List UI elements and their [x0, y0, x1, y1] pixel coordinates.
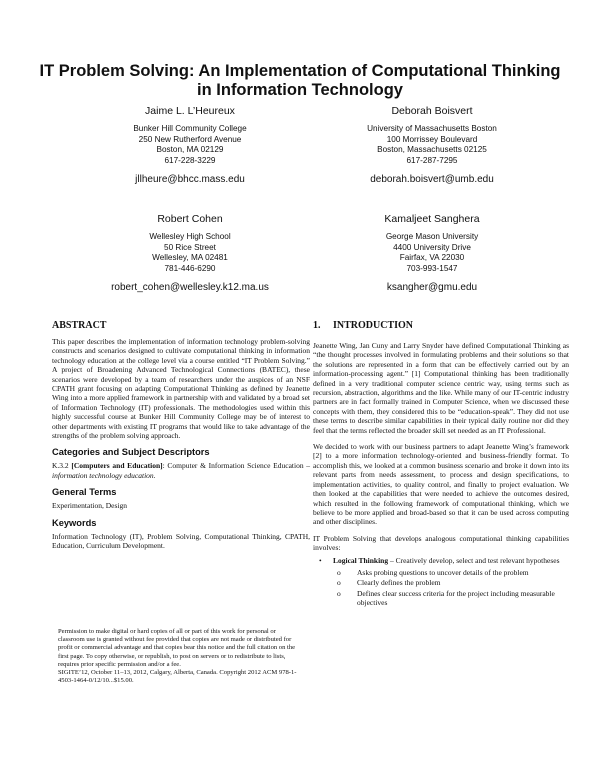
- sub-list-item: [313, 589, 569, 608]
- author-affiliation: Wellesley High School: [149, 232, 231, 241]
- author-address: 50 Rice Street: [164, 242, 216, 252]
- categories-heading: Categories and Subject Descriptors: [52, 447, 210, 458]
- intro-heading-row: [313, 320, 569, 332]
- author-block: [322, 104, 542, 186]
- categories-bold: [Computers and Education]: [71, 461, 163, 471]
- sub-item-text: Clearly defines the problem: [357, 578, 441, 588]
- circle-bullet-icon: o: [337, 567, 341, 577]
- permission-text: Permission to make digital or hard copies of all or part of this work for personal or classroom use is granted without fee provided that copies are not made or distributed for profit or commercial advantage and that copies bear this notice and the full citation on the first page. To copy otherwise, or republish, to post on servers or to redistribute to lists, requires prior specific permission and/or a fee.: [58, 628, 296, 668]
- circle-bullet-icon: o: [337, 588, 341, 598]
- author-block: [80, 212, 300, 294]
- paper-title: IT Problem Solving: An Implementation of Computational Thinking in Information Technology: [39, 62, 561, 99]
- author-affiliation: University of Massachusetts Boston: [367, 124, 497, 133]
- section-number: 1.: [313, 320, 321, 331]
- author-city: Boston, MA 02129: [156, 145, 224, 154]
- keywords-heading: Keywords: [52, 517, 97, 528]
- author-phone: 703-993-1547: [406, 263, 458, 273]
- capability-list: [313, 556, 569, 608]
- intro-paragraph: Jeanette Wing, Jan Cuny and Larry Snyder have defined Computational Thinking as “the thought processes involved in formulating problems and their solutions so that the solutions are represented in a form that can be effectively carried out by an information-processing agent.” [1] Computational thinking has been traditionally defined in a very traditional computer science centric way, using terms such as recursion, abstraction, algorithms and the like. While many of our IT-centric industry partners are in fact formally trained in Computer Science, when we discussed these concepts with them, they considered this to be “education-speak”. They did not use these terms to describe similar capabilities in their typical daily routine nor did they feel that the terms reflected the broader skill set needed as an IT Professional.: [313, 341, 569, 435]
- author-address: 100 Morrissey Boulevard: [386, 134, 478, 144]
- author-email[interactable]: jllheure@bhcc.mass.edu: [135, 174, 245, 185]
- author-email[interactable]: ksangher@gmu.edu: [386, 282, 478, 293]
- intro-paragraph: We decided to work with our business partners to adapt Jeanette Wing’s framework [2] to a more information technology-oriented and business-friendly format. To accomplish this, we looked at a common business scenario and broke it down into its relevant parts from needs assessment, to process and design specifications, to implementation activities, to quality control, and finally to project evaluation. We then looked at the capabilities that were needed to achieve the outcomes desired, which resulted in the following framework of computational thinking, which we believe to be more applied and broad-based so that it can be used across computing and other disciplines.: [313, 442, 569, 527]
- author-phone: 617-287-7295: [406, 155, 458, 165]
- permission-notice: [58, 628, 298, 685]
- author-city: Fairfax, VA 22030: [399, 253, 465, 262]
- author-city: Wellesley, MA 02481: [152, 253, 228, 262]
- bullet-icon: •: [319, 555, 322, 565]
- categories-rest: : Computer & Information Science Education –: [162, 461, 311, 471]
- sub-list-item: [313, 578, 569, 587]
- keywords-text: Information Technology (IT), Problem Solving, Computational Thinking, CPATH, Education, Curriculum Development.: [52, 531, 310, 551]
- author-block: [322, 212, 542, 294]
- author-name: Jaime L. L’Heureux: [145, 105, 235, 117]
- intro-paragraph: IT Problem Solving that develops analogous computational thinking capabilities involves:: [313, 533, 569, 553]
- bullet-label: Logical Thinking: [333, 555, 389, 565]
- sub-item-text: Defines clear success criteria for the project including measurable objectives: [357, 588, 555, 608]
- author-phone: 781-446-6290: [164, 263, 216, 273]
- author-city: Boston, Massachusetts 02125: [377, 145, 487, 154]
- author-phone: 617-228-3229: [164, 155, 216, 165]
- author-block: [80, 104, 300, 186]
- sub-list-item: [313, 568, 569, 577]
- sub-item-text: Asks probing questions to uncover details of the problem: [357, 567, 529, 577]
- circle-bullet-icon: o: [337, 578, 341, 588]
- categories-text: [52, 461, 310, 480]
- author-affiliation: George Mason University: [385, 232, 479, 241]
- author-affiliation: Bunker Hill Community College: [133, 124, 247, 133]
- intro-heading: INTRODUCTION: [333, 320, 414, 331]
- categories-code: K.3.2: [52, 461, 72, 471]
- list-item: [313, 556, 569, 565]
- conference-text: SIGITE’12, October 11–13, 2012, Calgary, Alberta, Canada. Copyright 2012 ACM 978-1-4503-1464-0/12/10...$15.00.: [58, 669, 297, 685]
- left-column: [52, 320, 310, 558]
- right-column: [313, 320, 569, 609]
- bullet-text: – Creatively develop, select and test relevant hypotheses: [388, 555, 560, 565]
- author-name: Deborah Boisvert: [391, 105, 473, 117]
- abstract-heading: ABSTRACT: [52, 320, 107, 331]
- author-address: 250 New Rutherford Avenue: [138, 134, 242, 144]
- author-name: Kamaljeet Sanghera: [384, 213, 480, 225]
- categories-italic: information technology education.: [52, 470, 156, 480]
- author-name: Robert Cohen: [157, 213, 223, 225]
- terms-text: Experimentation, Design: [52, 501, 127, 511]
- author-address: 4400 University Drive: [393, 242, 471, 252]
- author-email[interactable]: deborah.boisvert@umb.edu: [370, 174, 494, 185]
- abstract-text: This paper describes the implementation of information technology problem-solving constructs and scenarios designed to cultivate computational thinking in information technology education at the college level via a course entitled “IT Problem Solving.” A project of Broadening Advanced Technological Connections (BATEC), these scenarios were developed by a team of researchers under the auspices of an NSF CPATH grant focusing on adapting Computational Thinking as defined by Jeanette Wing into a more applied framework in partnership with and validated by a broad set of Information Technology (IT) professionals. The methodologies used within this highly successful course at Bunker Hill Community College may be of interest to other departments with existing IT programs that would like to take advantage of the strengths of the problem solving approach.: [52, 337, 310, 441]
- terms-heading: General Terms: [52, 487, 117, 498]
- author-email[interactable]: robert_cohen@wellesley.k12.ma.us: [111, 282, 269, 293]
